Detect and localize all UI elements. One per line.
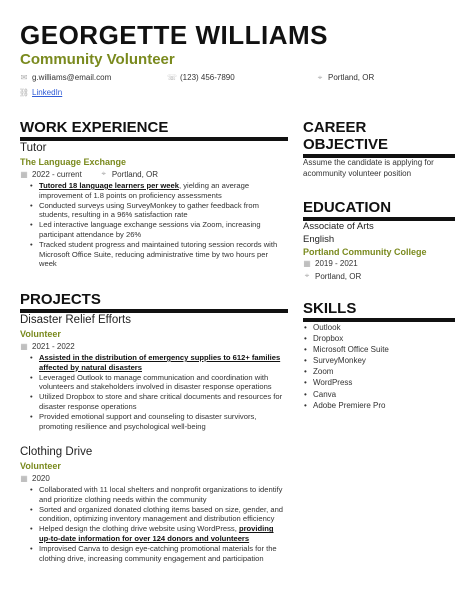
education-dates-row bbox=[303, 259, 358, 268]
section-divider bbox=[20, 137, 288, 141]
objective-heading-line1: CAREER bbox=[303, 119, 367, 136]
map-pin-icon: ⌖ bbox=[304, 271, 310, 280]
school-name: Portland Community College bbox=[303, 247, 427, 257]
location-text: Portland, OR bbox=[328, 73, 375, 82]
list-item bbox=[27, 412, 285, 432]
list-item: • SurveyMonkey bbox=[303, 355, 455, 366]
list-item bbox=[27, 392, 285, 412]
bullet-highlight: providing up-to-date information for over 124 donors and volunteers bbox=[39, 524, 274, 543]
candidate-name: GEORGETTE WILLIAMS bbox=[20, 20, 328, 50]
bullet-text: Tracked student progress and maintained tutoring session records with Microsoft Office Suite, reducing administrative time by two hours per week bbox=[39, 239, 278, 269]
project-dates: 2020 bbox=[32, 474, 50, 483]
project-role: Volunteer bbox=[20, 461, 61, 471]
project-role: Volunteer bbox=[20, 329, 61, 339]
email-text: g.williams@email.com bbox=[32, 73, 112, 82]
list-item bbox=[27, 220, 285, 240]
phone-icon: ☏ bbox=[167, 73, 178, 82]
contact-location bbox=[316, 73, 374, 82]
job-bullets bbox=[27, 181, 285, 269]
contact-email bbox=[20, 73, 111, 82]
project-title: Clothing Drive bbox=[20, 446, 93, 458]
list-item bbox=[27, 505, 285, 525]
contact-linkedin[interactable] bbox=[20, 88, 62, 97]
bullet-highlight: Tutored 18 language learners per week bbox=[39, 181, 179, 190]
section-divider bbox=[20, 309, 288, 313]
bullet-text: Helped design the clothing drive website using WordPress, bbox=[39, 524, 239, 534]
map-pin-icon: ⌖ bbox=[101, 169, 107, 178]
linkedin-link[interactable]: LinkedIn bbox=[32, 88, 63, 97]
calendar-icon: ▦ bbox=[20, 474, 28, 483]
projects-heading: PROJECTS bbox=[20, 291, 101, 308]
phone-text: (123) 456-7890 bbox=[180, 73, 235, 82]
bullet-text: Conducted surveys using SurveyMonkey to gather feedback from students, resulting in a 96% satisfaction rate bbox=[39, 200, 259, 220]
skills-heading: SKILLS bbox=[303, 300, 357, 317]
work-experience-heading: WORK EXPERIENCE bbox=[20, 119, 169, 136]
objective-text: Assume the candidate is applying for acommunity volunteer position bbox=[303, 158, 434, 178]
education-heading: EDUCATION bbox=[303, 199, 392, 216]
list-item: • Microsoft Office Suite bbox=[303, 344, 455, 355]
bullet-text: , yielding an average improvement of 1.8 points on proficiency assessments bbox=[39, 181, 250, 200]
project-dates: 2021 - 2022 bbox=[32, 342, 75, 351]
job-dates: 2022 - current bbox=[32, 169, 82, 179]
job-title: Tutor bbox=[20, 142, 47, 154]
project-bullets bbox=[27, 485, 285, 563]
education-location-row bbox=[303, 271, 361, 281]
list-item bbox=[27, 485, 285, 505]
list-item: • Canva bbox=[303, 389, 455, 400]
project-bullets bbox=[27, 353, 285, 431]
list-item bbox=[27, 373, 285, 393]
list-item: • Adobe Premiere Pro bbox=[303, 400, 455, 411]
bullet-highlight: Assisted in the distribution of emergency supplies to 612+ families affected by natural disasters bbox=[39, 353, 281, 372]
bullet-text: Utilized Dropbox to store and share critical documents and resources for disaster response operations bbox=[39, 392, 283, 411]
bullet-text: Improvised Canva to design eye-catching promotional materials for the clothing drive, increasing community engagement and participation bbox=[39, 543, 277, 563]
list-item: • Outlook bbox=[303, 322, 455, 333]
project-title: Disaster Relief Efforts bbox=[20, 314, 131, 326]
list-item bbox=[27, 353, 285, 373]
bullet-text: Collaborated with 11 local shelters and nonprofit organizations to identify and prioritize clothing needs within the community bbox=[39, 485, 283, 504]
degree-line1: Associate of Arts bbox=[303, 221, 374, 232]
project-meta bbox=[20, 474, 50, 483]
bullet-text: Provided emotional support and counseling to disaster survivors, promoting resilience and psychological well-being bbox=[39, 411, 257, 431]
job-location: Portland, OR bbox=[111, 169, 159, 179]
list-item: • Zoom bbox=[303, 366, 455, 377]
education-location: Portland, OR bbox=[315, 271, 362, 281]
skills-list bbox=[303, 322, 455, 411]
objective-heading-line2: OBJECTIVE bbox=[303, 136, 389, 153]
calendar-icon: ▦ bbox=[303, 259, 311, 268]
bullet-text: Led interactive language exchange sessions via Zoom, increasing participant attendance by 26% bbox=[39, 220, 261, 239]
degree-line2: English bbox=[303, 234, 335, 245]
job-meta bbox=[20, 169, 158, 179]
list-item bbox=[27, 240, 285, 269]
list-item bbox=[27, 181, 285, 201]
bullet-text: Leveraged Outlook to manage communication and coordination with volunteers and stakeholders involved in disaster response operations bbox=[39, 372, 272, 392]
list-item: • WordPress bbox=[303, 377, 455, 388]
job-company: The Language Exchange bbox=[20, 157, 127, 167]
project-meta bbox=[20, 342, 75, 351]
candidate-title: Community Volunteer bbox=[20, 51, 175, 68]
contact-phone bbox=[168, 73, 235, 82]
calendar-icon: ▦ bbox=[20, 342, 28, 351]
map-pin-icon: ⌖ bbox=[317, 72, 323, 82]
calendar-icon: ▦ bbox=[20, 169, 28, 179]
link-icon: ⛓ bbox=[18, 88, 30, 97]
list-item bbox=[27, 544, 285, 564]
envelope-icon: ✉ bbox=[20, 73, 28, 82]
bullet-text: Sorted and organized donated clothing items based on size, gender, and condition, optimizing inventory management and distribution efficiency bbox=[39, 504, 284, 524]
list-item: • Dropbox bbox=[303, 333, 455, 344]
education-dates: 2019 - 2021 bbox=[315, 259, 358, 268]
list-item bbox=[27, 524, 285, 544]
list-item bbox=[27, 201, 285, 221]
